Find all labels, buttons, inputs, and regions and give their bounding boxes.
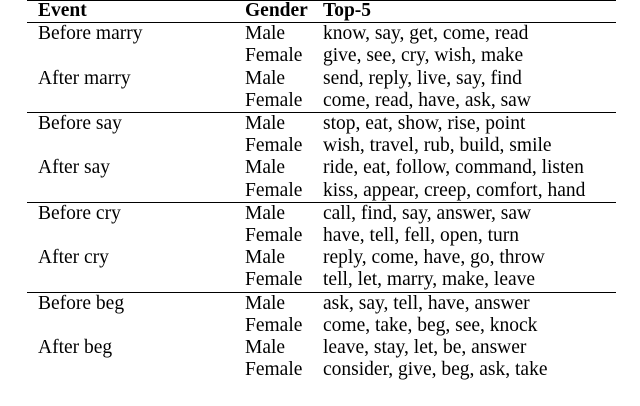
table-header-row: [27, 0, 616, 23]
results-table-container: [27, 0, 616, 381]
gender-cell: Male: [245, 157, 286, 179]
table-row: [27, 113, 616, 136]
event-cell: Before marry: [38, 23, 143, 45]
top5-cell: come, read, have, ask, saw: [323, 89, 531, 111]
event-cell: After cry: [38, 247, 109, 269]
table-row: [27, 180, 616, 203]
table-row: [27, 45, 616, 67]
header-event: Event: [38, 0, 87, 21]
table-row: [27, 68, 616, 90]
gender-cell: Male: [245, 202, 323, 225]
top5-cell: consider, give, beg, ask, take: [323, 359, 548, 381]
gender-cell: Female: [245, 179, 303, 201]
gender-cell: Male: [245, 113, 323, 136]
table-row: [27, 157, 616, 179]
gender-cell: Male: [245, 247, 286, 269]
table-group-beg: [27, 292, 616, 381]
gender-cell: Female: [245, 225, 303, 247]
table-row: [27, 90, 616, 113]
event-cell: After beg: [38, 337, 113, 359]
results-table: [27, 0, 616, 381]
event-cell: [27, 269, 245, 292]
event-cell: Before cry: [27, 202, 245, 225]
event-cell: [27, 225, 245, 247]
gender-cell: Male: [245, 337, 286, 359]
table-row: [27, 337, 616, 359]
table-row: [27, 202, 616, 225]
header-top5: Top-5: [323, 0, 372, 21]
gender-cell: Female: [245, 89, 303, 111]
gender-cell: Male: [245, 292, 323, 315]
gender-cell: Female: [245, 45, 303, 67]
gender-cell: Female: [245, 135, 303, 157]
event-cell: [27, 135, 245, 157]
table-group-marry: [27, 23, 616, 113]
event-cell: [27, 45, 245, 67]
gender-cell: Female: [245, 269, 303, 291]
table-row: [27, 269, 616, 292]
event-cell: Before beg: [27, 292, 245, 315]
event-cell: [27, 315, 245, 337]
table-row: [27, 247, 616, 269]
table-row: [27, 315, 616, 337]
table-row: [27, 359, 616, 381]
top5-cell: send, reply, live, say, find: [323, 67, 522, 89]
top5-cell: know, say, get, come, read: [323, 23, 529, 45]
top5-cell: ride, eat, follow, command, listen: [323, 157, 584, 179]
event-cell: After marry: [38, 67, 131, 89]
top5-cell: ask, say, tell, have, answer: [323, 292, 616, 315]
event-cell: After say: [38, 157, 111, 179]
header-gender: Gender: [245, 0, 308, 21]
event-cell: [27, 359, 245, 381]
top5-cell: tell, let, marry, make, leave: [323, 269, 536, 291]
event-cell: [27, 180, 245, 203]
table-row: [27, 23, 616, 46]
top5-cell: kiss, appear, creep, comfort, hand: [323, 179, 586, 201]
top5-cell: come, take, beg, see, knock: [323, 314, 538, 336]
top5-cell: have, tell, fell, open, turn: [323, 225, 520, 247]
gender-cell: Female: [245, 314, 303, 336]
gender-cell: Male: [245, 23, 286, 45]
event-cell: [27, 90, 245, 113]
gender-cell: Male: [245, 67, 286, 89]
top5-cell: leave, stay, let, be, answer: [323, 337, 527, 359]
top5-cell: wish, travel, rub, build, smile: [323, 135, 552, 157]
table-group-cry: [27, 202, 616, 292]
table-row: [27, 135, 616, 157]
table-row: [27, 292, 616, 315]
event-cell: Before say: [27, 113, 245, 136]
top5-cell: stop, eat, show, rise, point: [323, 113, 616, 136]
table-row: [27, 225, 616, 247]
table-group-say: [27, 113, 616, 203]
top5-cell: reply, come, have, go, throw: [323, 247, 545, 269]
top5-cell: call, find, say, answer, saw: [323, 202, 616, 225]
gender-cell: Female: [245, 359, 303, 381]
top5-cell: give, see, cry, wish, make: [323, 45, 524, 67]
